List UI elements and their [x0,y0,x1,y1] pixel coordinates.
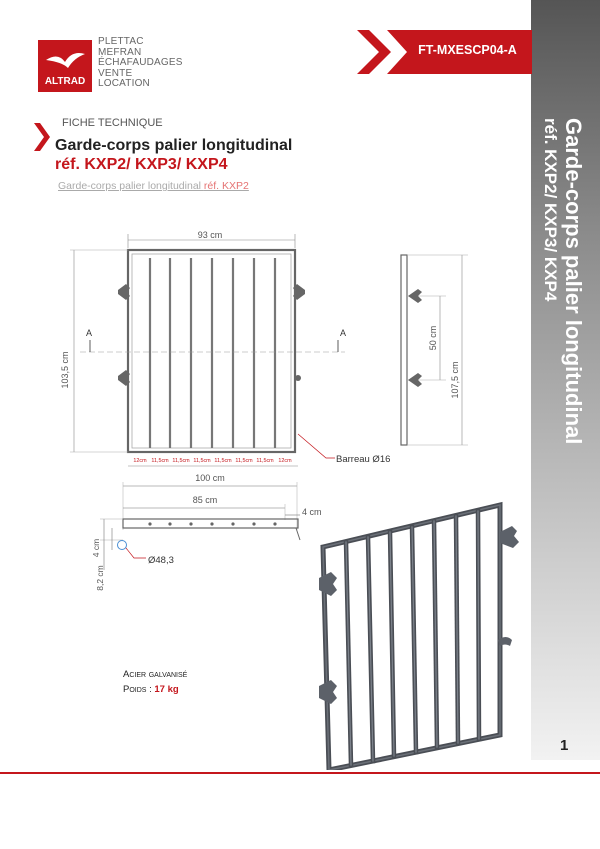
subtitle-prefix: Garde-corps palier longitudinal [58,180,204,192]
top-offset-small-label: 4 cm [91,538,101,558]
brand-line: ÉCHAFAUDAGES [98,57,183,69]
bar-spacing: 12cm [278,458,292,464]
subtitle-ref: réf. KXP2 [203,180,249,192]
bar-label: Barreau Ø16 [336,454,391,465]
top-offset-large-label: 8,2 cm [95,565,105,591]
bar-spacing: 12cm [133,458,147,464]
spec-material: Acier galvanisé [123,669,188,680]
top-inner-label: 85 cm [192,495,218,505]
brand-line: LOCATION [98,78,150,90]
perspective-render [323,505,500,770]
top-total-label: 100 cm [195,473,225,483]
bar-spacing: 11,5cm [193,458,211,464]
specifications [123,667,187,697]
front-width-label: 93 cm [197,230,223,240]
top-holes [148,522,276,525]
page-title: Garde-corps palier longitudinal [55,137,293,154]
bar-spacing: 11,5cm [151,458,169,464]
top-end-label: 4 cm [302,507,322,517]
sidebar-title [540,118,590,508]
sidebar-title-line2: réf. KXP2/ KXP3/ KXP4 [541,118,560,302]
bar-spacing-labels [133,458,292,464]
section-marker-left: A [86,328,93,338]
sidebar-title-line1: Garde-corps palier longitudinal [561,118,586,445]
spec-weight-value: 17 kg [154,684,179,695]
brand-line: VENTE [98,67,133,79]
front-bars [150,258,275,448]
brand-line: PLETTAC [98,36,144,47]
logo-text: ALTRAD [44,76,86,87]
page-number: 1 [560,737,569,754]
spec-weight [123,682,187,697]
page-title-ref: réf. KXP2/ KXP3/ KXP4 [55,156,228,173]
front-height-label: 103,5 cm [60,351,70,389]
reference-code: FT-MXESCP04-A [418,43,517,57]
bar-spacing: 11,5cm [214,458,232,464]
side-height-label: 107,5 cm [450,361,460,399]
side-hinges [408,289,422,387]
section-marker-right: A [340,328,347,338]
side-spacing-label: 50 cm [428,325,438,351]
footer-divider [0,772,600,774]
section-label: FICHE TECHNIQUE [62,117,163,129]
tube-diameter-label: Ø48,3 [148,555,174,566]
brand-line: MEFRAN [98,46,142,58]
bar-spacing: 11,5cm [256,458,274,464]
spec-weight-label: Poids : [123,684,155,695]
bar-spacing: 11,5cm [172,458,190,464]
bar-spacing: 11,5cm [235,458,253,464]
